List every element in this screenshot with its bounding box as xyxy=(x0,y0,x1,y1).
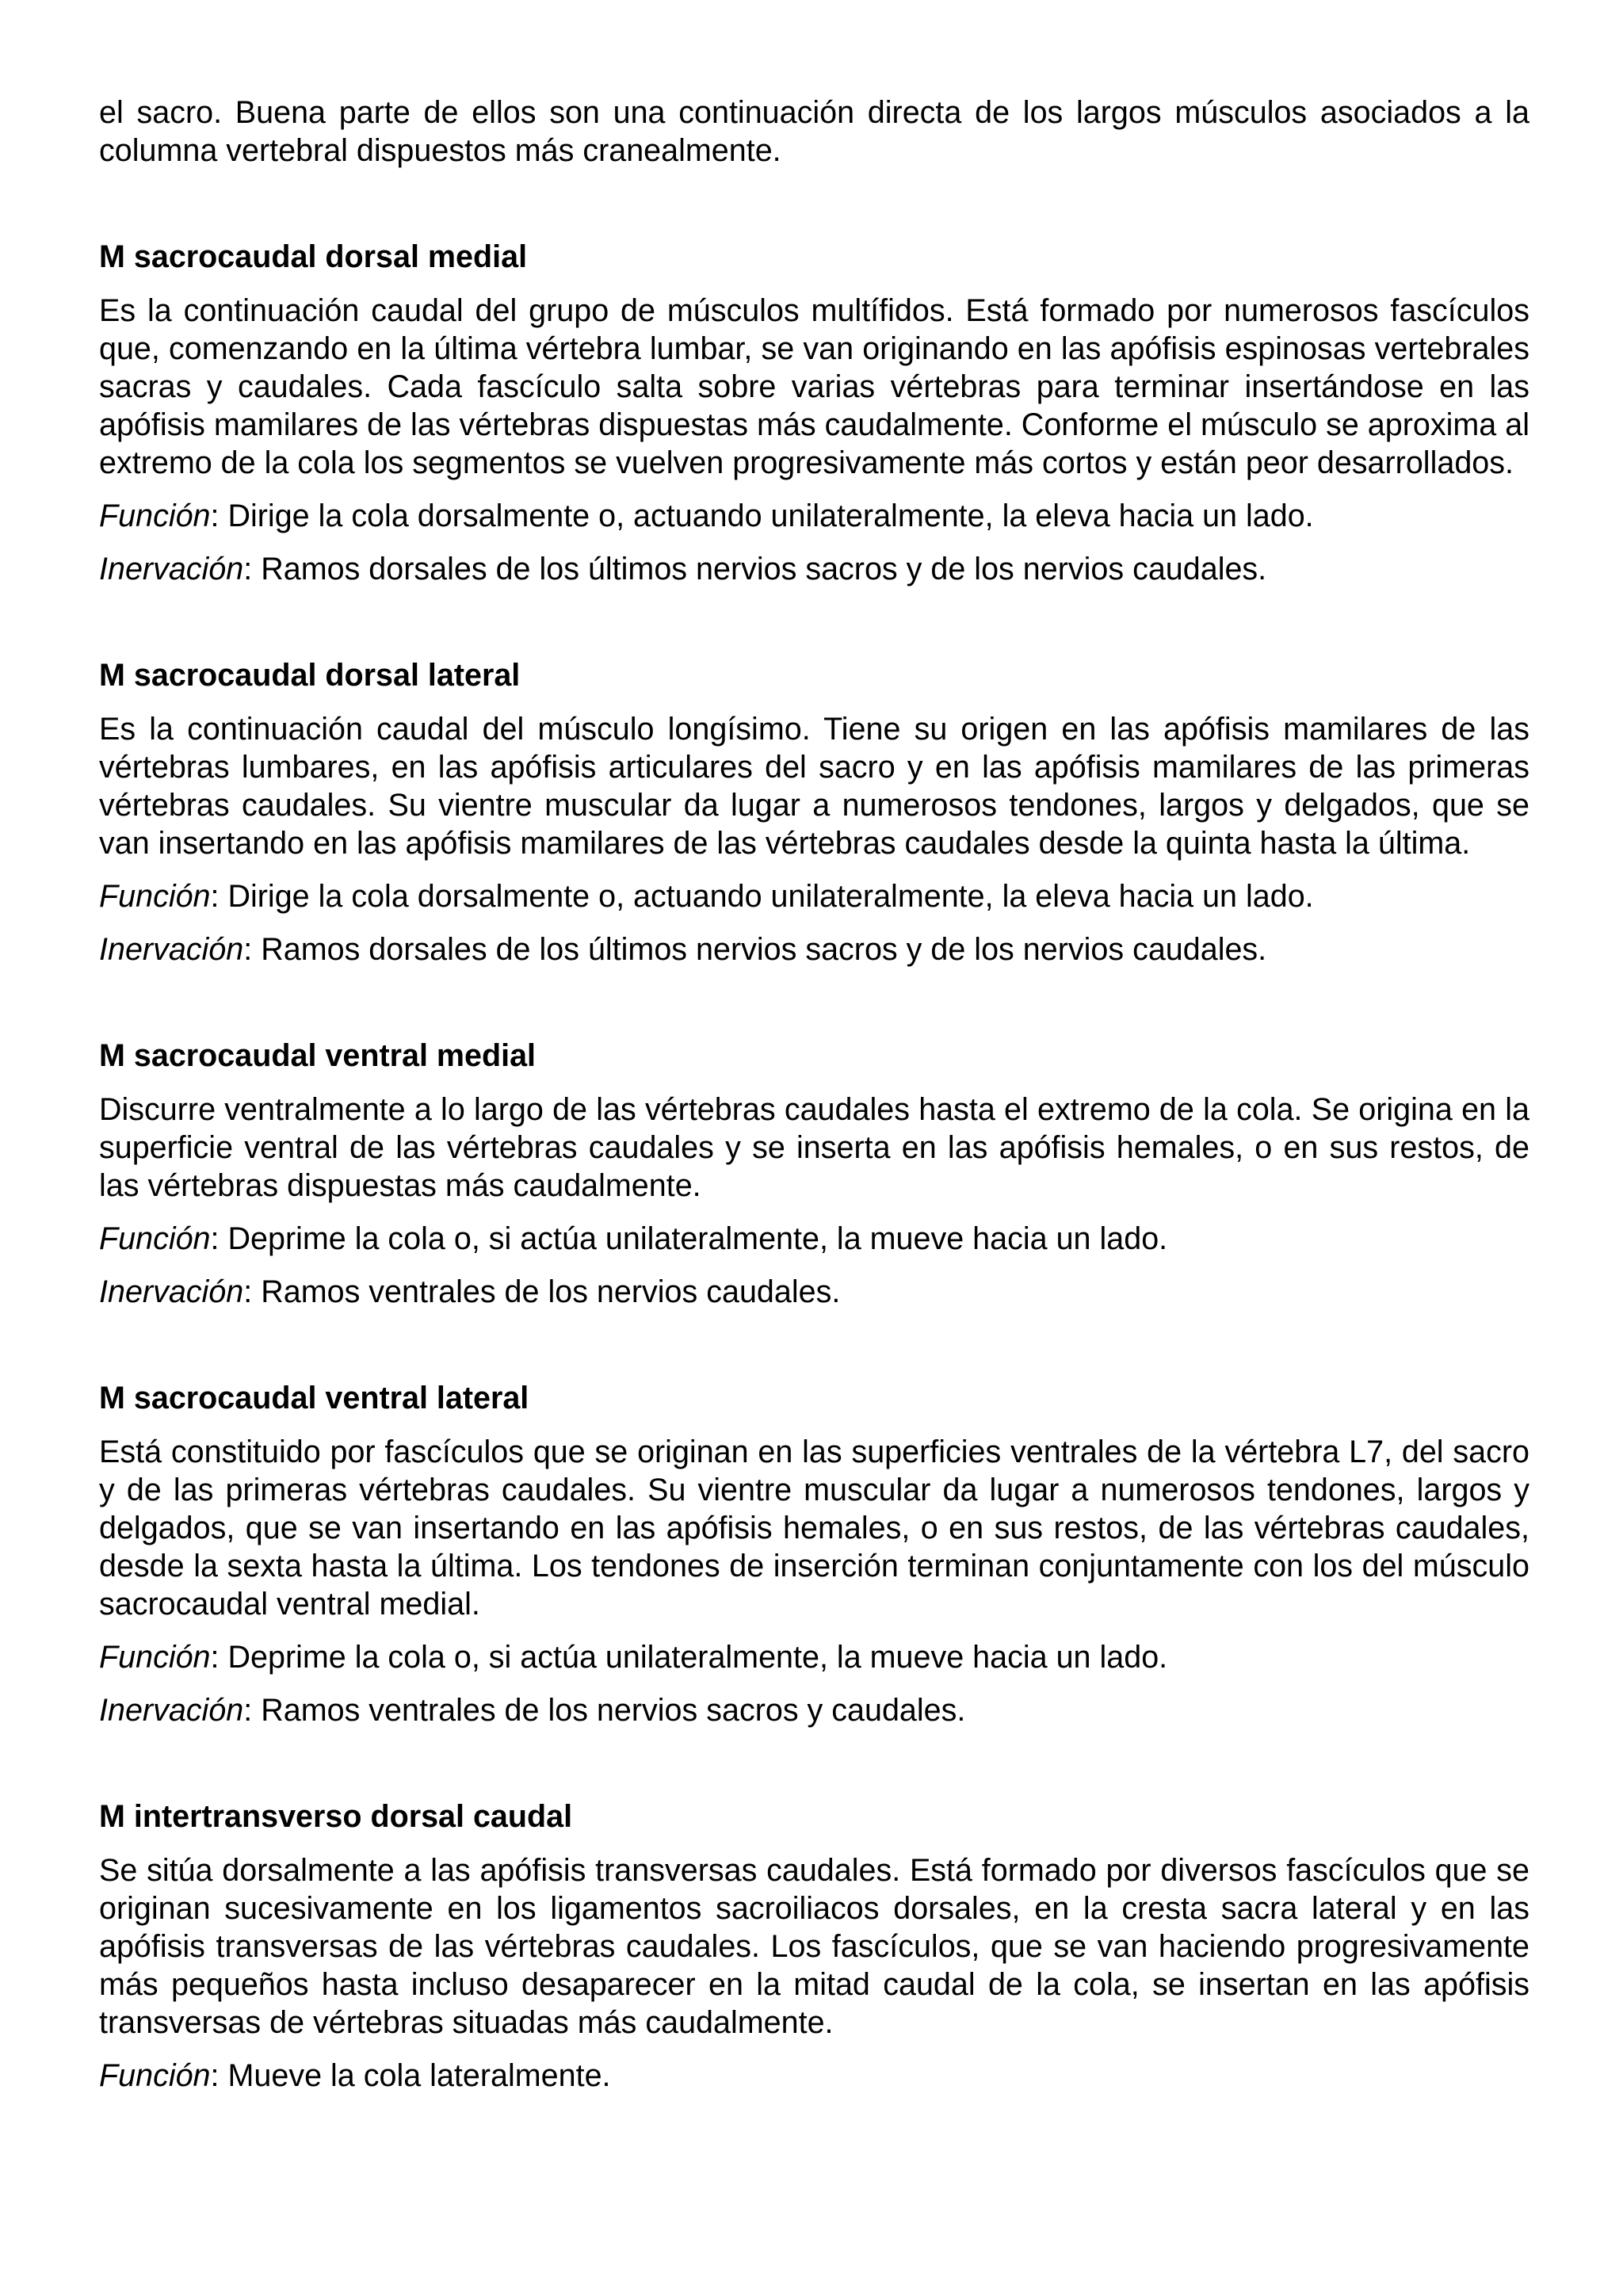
section-description: Es la continuación caudal del músculo longísimo. Tiene su origen en las apófisis mamilares de las vértebras lumbares, en las apófisis articulares del sacro y en las apófisis mamilares de las primeras vértebras caudales. Su vientre muscular da lugar a numerosos tendones, largos y delgados, que se van insertando en las apófisis mamilares de las vértebras caudales desde la quinta hasta la última. xyxy=(99,712,1529,861)
intro-paragraph: el sacro. Buena parte de ellos son una continuación directa de los largos músculos asociados a la columna vertebral dispuestos más cranealmente. xyxy=(99,95,1529,168)
function-label: Función xyxy=(99,499,211,533)
function-text: : Deprime la cola o, si actúa unilateralmente, la mueve hacia un lado. xyxy=(210,1221,1168,1256)
section-title: M sacrocaudal dorsal medial xyxy=(99,239,528,274)
innervation-line xyxy=(99,1273,1529,1311)
function-line xyxy=(99,877,1529,915)
section-title: M sacrocaudal dorsal lateral xyxy=(99,658,521,693)
innervation-label: Inervación xyxy=(99,932,244,967)
innervation-text: : Ramos ventrales de los nervios sacros y caudales. xyxy=(243,1693,966,1728)
function-line xyxy=(99,2057,1529,2095)
section-description: Está constituido por fascículos que se originan en las superficies ventrales de la vértebra L7, del sacro y de las primeras vértebras caudales. Su vientre muscular da lugar a numerosos tendones, largos y delgados, que se van insertando en las apófisis hemales, o en sus restos, de las vértebras caudales, desde la sexta hasta la última. Los tendones de inserción terminan conjuntamente con los del músculo sacrocaudal ventral medial. xyxy=(99,1435,1529,1622)
section-title: M sacrocaudal ventral medial xyxy=(99,1038,537,1073)
section-sacrocaudal-ventral-lateral xyxy=(99,1379,1529,1729)
function-text: : Deprime la cola o, si actúa unilateralmente, la mueve hacia un lado. xyxy=(210,1640,1168,1675)
innervation-text: : Ramos ventrales de los nervios caudales. xyxy=(243,1274,841,1309)
section-sacrocaudal-dorsal-medial xyxy=(99,238,1529,588)
function-line xyxy=(99,1220,1529,1258)
section-sacrocaudal-ventral-medial xyxy=(99,1037,1529,1311)
section-description: Se sitúa dorsalmente a las apófisis transversas caudales. Está formado por diversos fascículos que se originan sucesivamente en los ligamentos sacroiliacos dorsales, en la cresta sacra lateral y en las apófisis transversas de las vértebras caudales. Los fascículos, que se van haciendo progresivamente más pequeños hasta incluso desaparecer en la mitad caudal de la cola, se insertan en las apófisis transversas de vértebras situadas más caudalmente. xyxy=(99,1853,1529,2040)
section-title: M sacrocaudal ventral lateral xyxy=(99,1381,529,1415)
innervation-line xyxy=(99,1691,1529,1729)
function-line xyxy=(99,1638,1529,1676)
section-sacrocaudal-dorsal-lateral xyxy=(99,656,1529,968)
function-label: Función xyxy=(99,1640,211,1675)
innervation-line xyxy=(99,550,1529,588)
function-label: Función xyxy=(99,879,211,914)
document-page xyxy=(99,94,1529,2095)
section-description: Es la continuación caudal del grupo de músculos multífidos. Está formado por numerosos fascículos que, comenzando en la última vértebra lumbar, se van originando en las apófisis espinosas vertebrales sacras y caudales. Cada fascículo salta sobre varias vértebras para terminar insertándose en las apófisis mamilares de las vértebras dispuestas más caudalmente. Conforme el músculo se aproxima al extremo de la cola los segmentos se vuelven progresivamente más cortos y están peor desarrollados. xyxy=(99,293,1529,480)
innervation-text: : Ramos dorsales de los últimos nervios sacros y de los nervios caudales. xyxy=(243,932,1267,967)
function-text: : Mueve la cola lateralmente. xyxy=(210,2058,611,2093)
innervation-label: Inervación xyxy=(99,1693,244,1728)
innervation-label: Inervación xyxy=(99,1274,244,1309)
section-description: Discurre ventralmente a lo largo de las vértebras caudales hasta el extremo de la cola. Se origina en la superficie ventral de las vértebras caudales y se inserta en las apófisis hemales, o en sus restos, de las vértebras dispuestas más caudalmente. xyxy=(99,1092,1529,1203)
function-line xyxy=(99,497,1529,535)
innervation-label: Inervación xyxy=(99,552,244,586)
innervation-text: : Ramos dorsales de los últimos nervios sacros y de los nervios caudales. xyxy=(243,552,1267,586)
section-title: M intertransverso dorsal caudal xyxy=(99,1799,573,1834)
function-text: : Dirige la cola dorsalmente o, actuando unilateralmente, la eleva hacia un lado. xyxy=(210,879,1314,914)
function-label: Función xyxy=(99,2058,211,2093)
function-text: : Dirige la cola dorsalmente o, actuando unilateralmente, la eleva hacia un lado. xyxy=(210,499,1314,533)
function-label: Función xyxy=(99,1221,211,1256)
section-intertransverso-dorsal-caudal xyxy=(99,1797,1529,2095)
innervation-line xyxy=(99,930,1529,968)
